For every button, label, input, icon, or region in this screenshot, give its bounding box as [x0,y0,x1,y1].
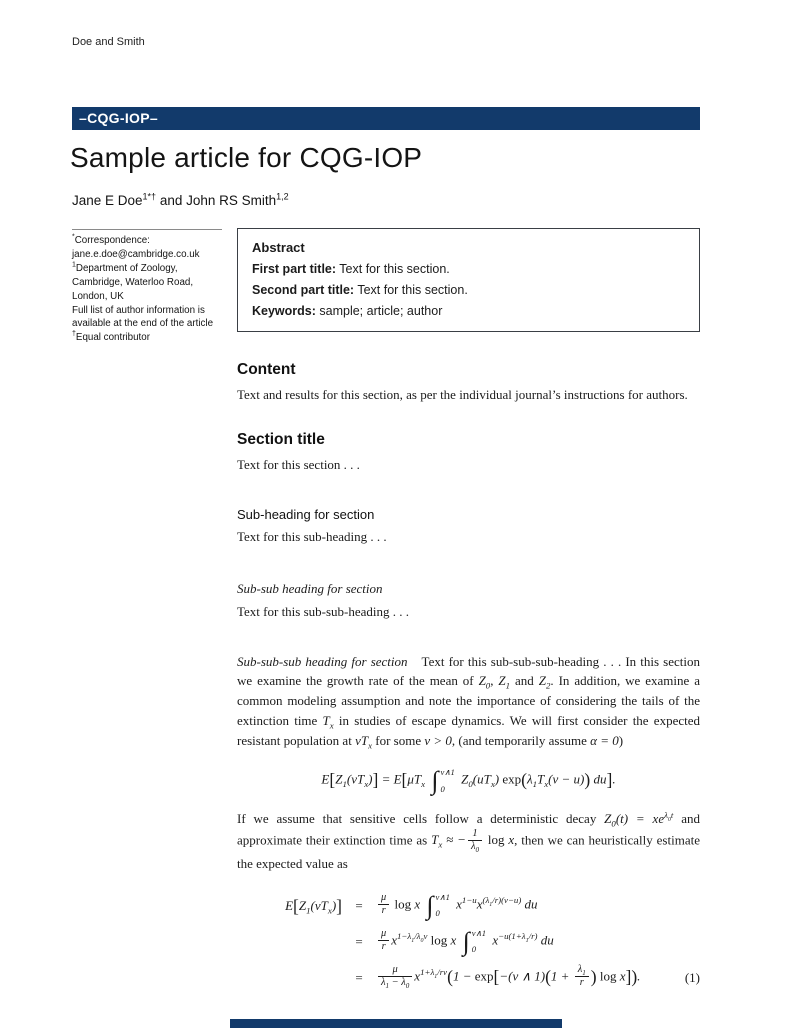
sub-heading-paragraph: Text for this sub-heading . . . [237,529,387,545]
sidebar-line: $^1$Department of Zoology, [72,261,178,274]
equation-array [237,890,700,994]
run-in-heading: Sub-sub-sub heading for section [237,653,408,669]
author-2-affiliation: 1,2 [276,191,289,202]
sidebar-rule [72,229,222,230]
author-line [72,193,289,208]
abstract-row-second: Second part title: Text for this section. [252,283,468,297]
display-equation: $E[Z_1(vT_x)] = E[\mu T_x$ ∫ v∧1 0 $Z_0(uT_x) \exp(\lambda_1T_x(v - u))$ du]. [321,766,616,796]
sidebar-line: Full list of author information is [72,304,205,316]
sub-sub-heading-paragraph: Text for this sub-sub-heading . . . [237,603,410,619]
sidebar-line-email: jane.e.doe@cambridge.co.uk [72,248,200,260]
author-2: and John RS Smith [156,193,277,208]
sidebar-line: *Correspondence: [72,233,150,246]
section-heading: Section title [237,431,325,449]
author-1: Jane E Doe [72,193,143,208]
abstract-row-first: First part title: Text for this section. [252,262,450,276]
author-1-affiliation: 1*† [142,191,157,202]
equation-row-2: = $\frac{\mu}{r}$ $x^{1-\lambda_1/\lambda_0v}$ log x ∫ v∧1 0 $x^{-u(1+\lambda_1/r)}$ du [355,926,554,956]
abstract-heading: Abstract [252,240,305,255]
sidebar-line: Cambridge, Waterloo Road, [72,276,194,288]
content-paragraph: Text and results for this section, as per the individual journal’s instructions for authors. [237,386,688,402]
content-heading: Content [237,361,296,378]
sidebar-line: London, UK [72,290,124,302]
article-title: Sample article for CQG-IOP [70,142,423,173]
equation-row-3: = $\frac{\mu}{\lambda_1 - \lambda_0}$ $x^{1+\lambda_1/rv}(1 - \exp[-(v$ ∧ 1)(1 + $\frac{\lambda_1}{r}$ ) log x]). (1) [355,964,700,991]
sidebar-correspondence [72,229,222,345]
running-head: Doe and Smith [72,36,145,48]
abstract-row-keywords: Keywords: sample; article; author [252,304,443,318]
journal-banner: –CQG-IOP– [72,107,700,130]
paragraph-text: Text for this sub-sub-sub-heading . . . In this section we examine the growth rate of the mean of $Z_0$, $Z_1$ and $Z_2$. In addition, we examine a common modeling assumption and note the importance of considering the tails of the extinction time $T_x$ in studies of escape dynamics. We will first consider the expected resistant population at $vT_x$ for some v > 0, (and temporarily assume α = 0) [237,653,701,751]
sidebar-line: †Equal contributor [72,331,150,344]
heuristic-paragraph: If we assume that sensitive cells follow a deterministic decay $Z_0(t) = xe^{\lambda_0t}$ and approximate their extinction time as $T_x$ ≈ − $\frac{1}{\lambda_0}$ log x, then we can heuristically estimate the expected value as [237,809,700,871]
section-paragraph: Text for this section . . . [237,456,360,472]
sidebar-line: available at the end of the article [72,318,214,330]
footer-bar [230,1019,562,1028]
sub-sub-sub-paragraph [237,652,700,751]
sub-sub-heading: Sub-sub heading for section [237,581,383,597]
main-column [237,358,700,998]
equation-number: (1) [684,969,700,985]
abstract-box [237,228,700,332]
equation-row-1: $E[Z_1(vT_x)]$ = $\frac{\mu}{r}$ log x ∫ v∧1 0 $x^{1-u}x^{(\lambda_1/r)(v-u)}$ du [285,890,538,920]
sub-heading: Sub-heading for section [237,506,375,522]
